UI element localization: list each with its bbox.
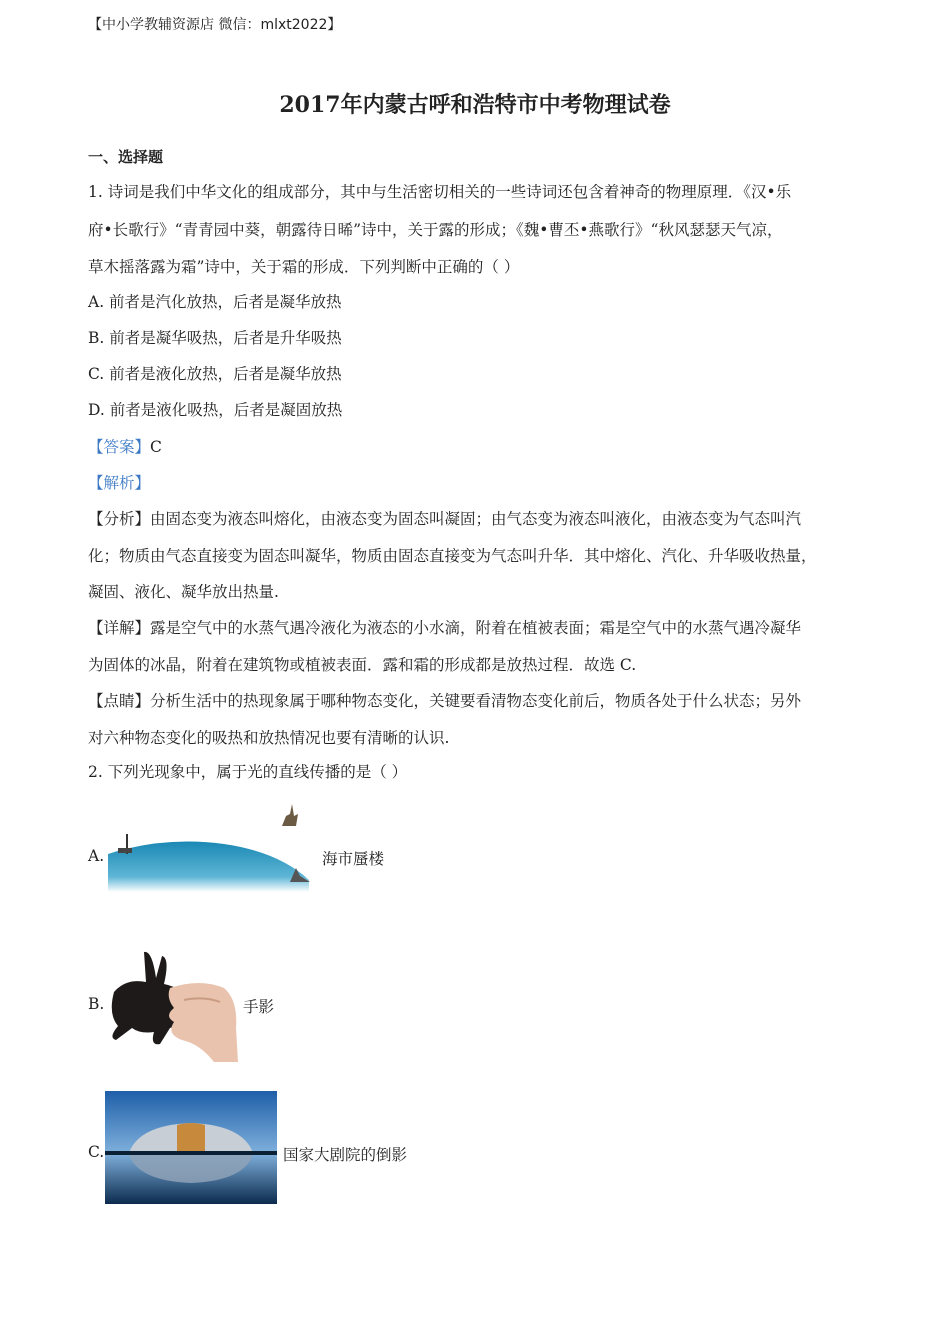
page-title: 2017年内蒙古呼和浩特市中考物理试卷: [279, 92, 671, 118]
q1-option-c: C. 前者是液化放热，后者是凝华放热: [88, 365, 342, 383]
grand-theatre-image: [105, 1091, 277, 1204]
q1-option-b: B. 前者是凝华吸热，后者是升华吸热: [88, 329, 342, 347]
q1-fenxi-line: 【分析】由固态变为液态叫熔化，由液态变为固态叫凝固；由气态变为液态叫液化，由液态变为气态叫汽: [88, 510, 802, 528]
q2-option-b-text: 手影: [243, 998, 275, 1016]
answer-tag: 【答案】: [88, 438, 151, 456]
page-header: 【中小学教辅资源店 微信：mlxt2022】: [88, 17, 342, 33]
section-heading: 一、选择题: [88, 148, 164, 166]
q1-dianjing-line: 对六种物态变化的吸热和放热情况也要有清晰的认识.: [88, 729, 450, 747]
q1-stem-line: 草木摇落露为霜”诗中，关于霜的形成．下列判断中正确的（ ）: [88, 258, 520, 276]
q1-dianjing-line: 【点睛】分析生活中的热现象属于哪种物态变化，关键要看清物态变化前后，物质各处于什么状态；另外: [88, 692, 802, 710]
q1-fenxi-line: 化；物质由气态直接变为固态叫凝华，物质由固态直接变为气态叫升华．其中熔化、汽化、升华吸收热量，: [88, 547, 817, 565]
q1-option-a: A. 前者是汽化放热，后者是凝华放热: [88, 293, 342, 311]
answer-value: C: [150, 438, 162, 456]
q2-option-a-text: 海市蜃楼: [322, 850, 385, 868]
q2-option-c-text: 国家大剧院的倒影: [283, 1146, 408, 1164]
q2-stem: 2. 下列光现象中，属于光的直线传播的是（ ）: [88, 763, 408, 781]
q2-option-b-label: B.: [88, 995, 105, 1013]
q1-stem-line: 1. 诗词是我们中华文化的组成部分，其中与生活密切相关的一些诗词还包含着神奇的物理原理．《汉•乐: [88, 183, 792, 201]
q2-option-a-label: A.: [88, 847, 105, 865]
analysis-tag: 【解析】: [88, 474, 151, 492]
q1-xiangjie-line: 为固体的冰晶，附着在建筑物或植被表面．露和霜的形成都是放热过程．故选 C.: [88, 656, 637, 674]
hand-shadow-image: [104, 948, 240, 1064]
q1-xiangjie-line: 【详解】露是空气中的水蒸气遇冷液化为液态的小水滴，附着在植被表面；霜是空气中的水蒸气遇冷凝华: [88, 619, 802, 637]
mirage-image: [104, 798, 316, 892]
q1-answer: [88, 435, 162, 457]
q1-stem-line: 府•长歌行》“青青园中葵，朝露待日晞”诗中，关于露的形成；《魏•曹丕•燕歌行》“秋风瑟瑟天气凉，: [88, 221, 783, 239]
q2-option-c-label: C.: [88, 1143, 105, 1161]
q1-fenxi-line: 凝固、液化、凝华放出热量.: [88, 583, 279, 601]
q1-option-d: D. 前者是液化吸热，后者是凝固放热: [88, 401, 343, 419]
